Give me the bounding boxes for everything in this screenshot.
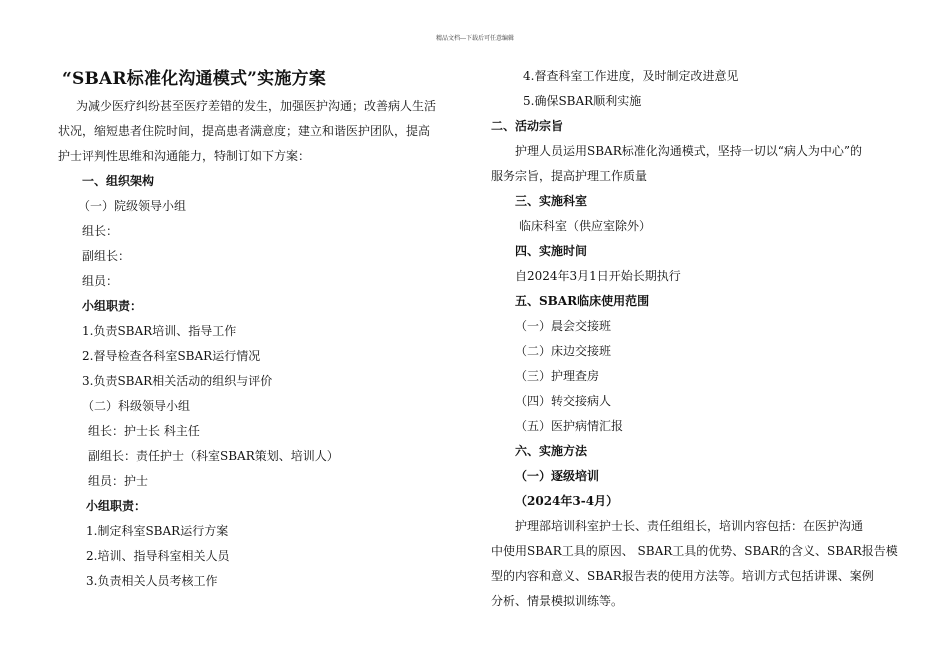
section-6-line-4: 分析、情景模拟训练等。: [491, 594, 624, 608]
usage-scope-item-4: （四）转交接病人: [515, 394, 612, 408]
section-1-sub-2: （二）科级领导小组: [82, 399, 191, 413]
dept-duty-4: 4.督查科室工作进度，及时制定改进意见: [523, 69, 739, 83]
section-2-line-2: 服务宗旨，提高护理工作质量: [491, 169, 648, 183]
section-6-sub-1: （一）逐级培训: [515, 469, 600, 483]
dept-group-members: 组员：护士: [88, 474, 149, 488]
hospital-duty-2: 2.督导检查各科室SBAR运行情况: [82, 349, 261, 363]
usage-scope-item-1: （一）晨会交接班: [515, 319, 612, 333]
section-2-line-1: 护理人员运用SBAR标准化沟通模式，坚持一切以“病人为中心”的: [515, 144, 863, 158]
hospital-duty-3: 3.负责SBAR相关活动的组织与评价: [82, 374, 273, 388]
document-title: “SBAR标准化沟通模式”实施方案: [62, 69, 326, 89]
dept-duty-3: 3.负责相关人员考核工作: [86, 574, 218, 588]
hospital-group-duties-heading: 小组职责：: [82, 299, 143, 313]
dept-duty-2: 2.培训、指导科室相关人员: [86, 549, 230, 563]
section-6-line-1: 护理部培训科室护士长、责任组组长，培训内容包括：在医护沟通: [515, 519, 864, 533]
usage-scope-item-3: （三）护理查房: [515, 369, 600, 383]
section-5-heading: 五、SBAR临床使用范围: [515, 294, 650, 308]
section-6-line-3: 型的内容和意义、SBAR报告表的使用方法等。培训方式包括讲课、案例: [491, 569, 874, 583]
dept-duty-1: 1.制定科室SBAR运行方案: [86, 524, 229, 538]
left-column: [58, 60, 474, 600]
dept-group-duties-heading: 小组职责：: [86, 499, 147, 513]
section-3-body: 临床科室（供应室除外）: [519, 219, 652, 233]
section-6-line-2: 中使用SBAR工具的原因、 SBAR工具的优势、SBAR的含义、SBAR报告模: [491, 544, 898, 558]
right-column: [489, 60, 901, 610]
section-1-heading: 一、组织架构: [82, 174, 155, 188]
section-6-period: （2024年3-4月）: [515, 494, 619, 508]
section-1-sub-1: （一）院级领导小组: [78, 199, 187, 213]
intro-line-3: 护士评判性思维和沟通能力，特制订如下方案：: [58, 149, 311, 163]
hospital-group-vice-leader: 副组长：: [82, 249, 131, 263]
hospital-group-leader: 组长：: [82, 224, 119, 238]
hospital-group-members: 组员：: [82, 274, 119, 288]
dept-group-leader: 组长：护士长 科主任: [88, 424, 200, 438]
intro-line-1: 为减少医疗纠纷甚至医疗差错的发生，加强医护沟通；改善病人生活: [76, 99, 437, 113]
intro-line-2: 状况，缩短患者住院时间，提高患者满意度；建立和谐医护团队，提高: [58, 124, 431, 138]
hospital-duty-1: 1.负责SBAR培训、指导工作: [82, 324, 237, 338]
usage-scope-item-2: （二）床边交接班: [515, 344, 612, 358]
section-3-heading: 三、实施科室: [515, 194, 588, 208]
section-4-body: 自2024年3月1日开始长期执行: [515, 269, 681, 283]
section-4-heading: 四、实施时间: [515, 244, 588, 258]
page-header: 精品文档---下载后可任意编辑: [435, 35, 515, 42]
usage-scope-item-5: （五）医护病情汇报: [515, 419, 624, 433]
section-2-heading: 二、活动宗旨: [491, 119, 564, 133]
section-6-heading: 六、实施方法: [515, 444, 588, 458]
dept-duty-5: 5.确保SBAR顺利实施: [523, 94, 642, 108]
dept-group-vice-leader: 副组长：责任护士（科室SBAR策划、培训人）: [88, 449, 339, 463]
